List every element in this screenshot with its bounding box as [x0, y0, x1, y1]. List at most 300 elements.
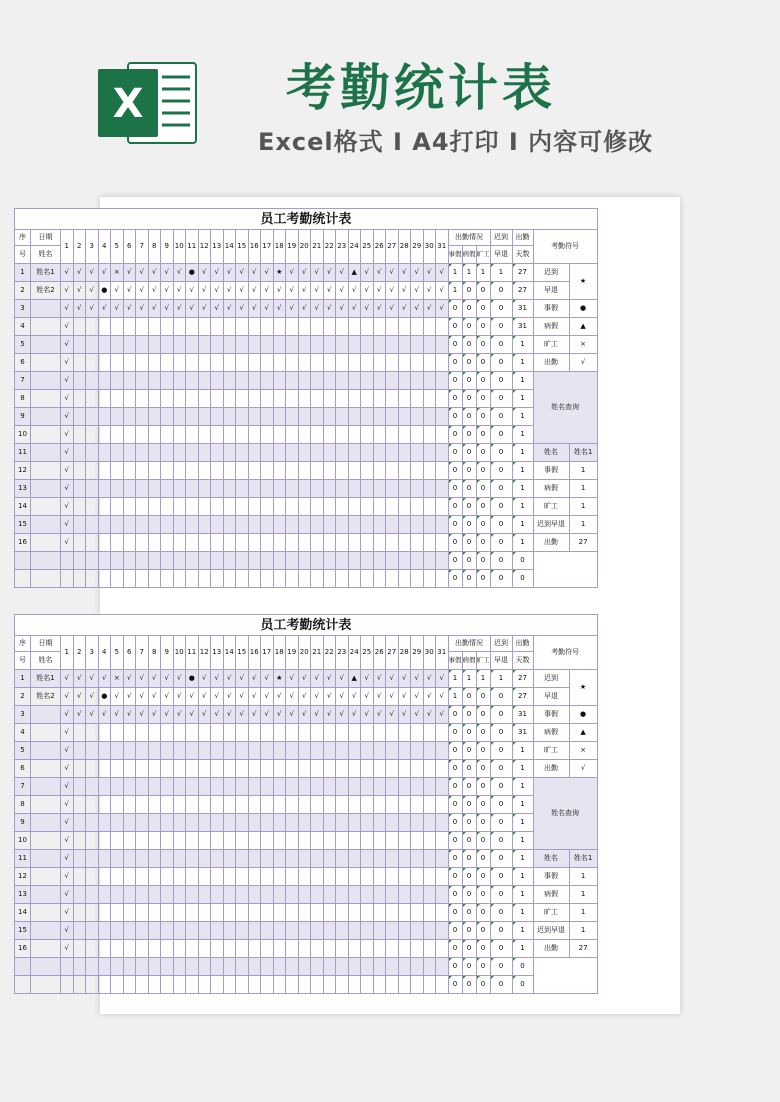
attendance-mark — [111, 480, 124, 498]
day-header: 4 — [98, 636, 111, 670]
date-header: 日期 — [31, 230, 61, 246]
table-row — [15, 742, 598, 760]
attendance-mark: √ — [136, 688, 149, 706]
attendance-mark — [373, 814, 386, 832]
attendance-mark — [348, 570, 361, 588]
table-row — [15, 868, 598, 886]
attendance-mark — [273, 318, 286, 336]
attendance-mark — [411, 940, 424, 958]
attendance-mark — [123, 552, 136, 570]
attendance-mark — [323, 886, 336, 904]
attendance-count: 0 — [448, 940, 462, 958]
attendance-mark: ★ — [273, 264, 286, 282]
attendance-mark — [373, 724, 386, 742]
attendance-mark — [386, 570, 399, 588]
attendance-mark — [186, 408, 199, 426]
attendance-mark — [348, 372, 361, 390]
day-header: 15 — [236, 230, 249, 264]
attendance-mark — [86, 426, 99, 444]
attendance-mark — [261, 832, 274, 850]
attendance-mark — [436, 408, 449, 426]
attendance-count: 1 — [512, 462, 533, 480]
attendance-mark — [123, 904, 136, 922]
day-header: 15 — [236, 636, 249, 670]
attendance-mark — [361, 778, 374, 796]
day-header: 28 — [398, 636, 411, 670]
attendance-count: 0 — [476, 498, 490, 516]
attendance-mark — [373, 462, 386, 480]
day-header: 13 — [211, 636, 224, 670]
attendance-mark — [261, 958, 274, 976]
attendance-mark — [111, 444, 124, 462]
attendance-mark — [223, 724, 236, 742]
attendance-mark — [198, 940, 211, 958]
present-symbol: √ — [569, 760, 597, 778]
attendance-mark: √ — [436, 670, 449, 688]
attendance-mark — [336, 498, 349, 516]
attendance-mark — [423, 976, 436, 994]
attendance-mark — [223, 534, 236, 552]
attendance-mark — [123, 408, 136, 426]
attendance-count: 0 — [462, 480, 476, 498]
attendance-count: 0 — [448, 814, 462, 832]
attendance-mark — [298, 796, 311, 814]
attendance-mark: √ — [236, 670, 249, 688]
attendance-mark — [248, 958, 261, 976]
attendance-mark — [248, 850, 261, 868]
attendance-mark: √ — [398, 282, 411, 300]
attendance-mark — [73, 868, 86, 886]
attendance-mark — [73, 922, 86, 940]
attendance-mark — [286, 390, 299, 408]
attendance-header: 出勤情况 — [448, 636, 490, 652]
attendance-mark — [148, 480, 161, 498]
day-header: 11 — [186, 230, 199, 264]
attendance-mark — [136, 336, 149, 354]
attendance-count: 0 — [476, 408, 490, 426]
attendance-mark: √ — [61, 832, 74, 850]
attendance-mark — [186, 832, 199, 850]
attendance-mark — [298, 336, 311, 354]
attendance-mark: √ — [173, 264, 186, 282]
attendance-mark — [298, 534, 311, 552]
sheet-title: 员工考勤统计表 — [15, 209, 598, 230]
table-row — [15, 390, 598, 408]
attendance-mark — [148, 498, 161, 516]
attendance-count: 0 — [476, 570, 490, 588]
attendance-mark — [248, 868, 261, 886]
attendance-mark — [298, 444, 311, 462]
attendance-mark — [348, 462, 361, 480]
attendance-mark — [111, 426, 124, 444]
attendance-mark: √ — [311, 300, 324, 318]
attendance-mark — [423, 552, 436, 570]
attendance-mark: √ — [148, 688, 161, 706]
attendance-mark — [298, 778, 311, 796]
empty-cell — [533, 958, 597, 994]
attendance-mark: √ — [261, 706, 274, 724]
attendance-mark — [248, 886, 261, 904]
attendance-mark: ● — [98, 282, 111, 300]
attendance-mark — [136, 498, 149, 516]
attendance-mark — [261, 940, 274, 958]
attendance-mark: √ — [123, 300, 136, 318]
table-row — [15, 724, 598, 742]
attendance-mark — [386, 886, 399, 904]
attendance-mark — [148, 354, 161, 372]
attendance-mark — [361, 516, 374, 534]
attendance-mark — [423, 498, 436, 516]
attendance-count: 0 — [462, 760, 476, 778]
attendance-mark — [223, 516, 236, 534]
attendance-mark — [198, 922, 211, 940]
attendance-count: 0 — [490, 462, 512, 480]
attendance-mark — [436, 832, 449, 850]
attendance-mark: √ — [261, 300, 274, 318]
attendance-mark: √ — [186, 706, 199, 724]
attendance-mark — [311, 480, 324, 498]
attendance-mark — [236, 976, 249, 994]
attendance-mark — [311, 426, 324, 444]
attendance-mark — [411, 958, 424, 976]
employee-name — [31, 534, 61, 552]
attendance-mark — [298, 516, 311, 534]
attendance-mark — [311, 778, 324, 796]
attendance-count: 0 — [462, 534, 476, 552]
attendance-mark — [436, 552, 449, 570]
attendance-mark — [298, 390, 311, 408]
attendance-mark — [423, 724, 436, 742]
attendance-mark — [373, 868, 386, 886]
page-subtitle: Excel格式 I A4打印 I 内容可修改 — [258, 128, 654, 156]
day-header: 7 — [136, 636, 149, 670]
attendance-mark — [348, 444, 361, 462]
attendance-mark — [423, 570, 436, 588]
row-number: 13 — [15, 886, 31, 904]
attendance-mark — [436, 354, 449, 372]
attendance-mark — [111, 354, 124, 372]
attendance-mark — [423, 372, 436, 390]
attendance-mark — [198, 516, 211, 534]
attendance-mark — [273, 976, 286, 994]
attendance-mark — [148, 832, 161, 850]
sick-symbol: ▲ — [569, 318, 597, 336]
attendance-mark — [86, 444, 99, 462]
attendance-mark — [98, 462, 111, 480]
attendance-mark: √ — [386, 670, 399, 688]
attendance-mark — [198, 354, 211, 372]
attendance-mark — [173, 318, 186, 336]
attendance-mark — [361, 534, 374, 552]
attendance-mark — [386, 850, 399, 868]
attendance-mark — [386, 498, 399, 516]
employee-name — [31, 516, 61, 534]
row-number: 7 — [15, 778, 31, 796]
attendance-mark — [73, 480, 86, 498]
attendance-mark — [398, 832, 411, 850]
attendance-mark — [398, 778, 411, 796]
attendance-mark — [136, 850, 149, 868]
attendance-mark — [198, 904, 211, 922]
attendance-mark: √ — [323, 670, 336, 688]
attendance-mark — [298, 958, 311, 976]
attendance-count: 0 — [476, 426, 490, 444]
attendance-mark — [73, 534, 86, 552]
attendance-mark — [386, 336, 399, 354]
day-header: 26 — [373, 636, 386, 670]
attendance-mark — [236, 958, 249, 976]
attendance-mark — [361, 814, 374, 832]
attendance-mark — [398, 742, 411, 760]
attendance-mark — [386, 814, 399, 832]
row-number: 5 — [15, 336, 31, 354]
attendance-mark — [98, 372, 111, 390]
attendance-mark — [148, 426, 161, 444]
attendance-mark — [311, 850, 324, 868]
attendance-mark — [148, 976, 161, 994]
attendance-mark: √ — [336, 670, 349, 688]
attendance-mark — [336, 814, 349, 832]
attendance-mark — [211, 354, 224, 372]
attendance-mark — [386, 940, 399, 958]
table-row — [15, 282, 598, 300]
attendance-count: 0 — [462, 408, 476, 426]
attendance-mark — [73, 570, 86, 588]
attendance-mark — [173, 922, 186, 940]
attendance-count: 0 — [448, 958, 462, 976]
attendance-mark — [73, 886, 86, 904]
attendance-mark — [248, 426, 261, 444]
attendance-mark — [86, 516, 99, 534]
attendance-mark: √ — [336, 264, 349, 282]
attendance-mark — [223, 408, 236, 426]
attendance-mark — [86, 922, 99, 940]
attendance-mark — [98, 868, 111, 886]
attendance-mark — [361, 480, 374, 498]
attendance-mark: √ — [161, 706, 174, 724]
attendance-mark — [98, 336, 111, 354]
row-number: 15 — [15, 516, 31, 534]
day-header: 29 — [411, 636, 424, 670]
table-row — [15, 480, 598, 498]
attendance-mark: √ — [173, 282, 186, 300]
attendance-mark: √ — [236, 282, 249, 300]
attendance-count: 0 — [476, 832, 490, 850]
attendance-count: 0 — [476, 390, 490, 408]
attendance-mark — [348, 354, 361, 372]
attendance-mark — [73, 318, 86, 336]
row-number — [15, 958, 31, 976]
attendance-mark: √ — [148, 264, 161, 282]
attendance-mark: √ — [398, 264, 411, 282]
attendance-mark — [198, 534, 211, 552]
attendance-mark — [336, 940, 349, 958]
attendance-mark — [173, 832, 186, 850]
attendance-count: 0 — [462, 814, 476, 832]
attendance-mark: √ — [273, 282, 286, 300]
attendance-mark — [436, 372, 449, 390]
row-number: 10 — [15, 832, 31, 850]
attendance-count: 0 — [490, 498, 512, 516]
attendance-mark — [423, 426, 436, 444]
attendance-count: 0 — [512, 976, 533, 994]
attendance-mark — [186, 516, 199, 534]
attendance-mark — [398, 760, 411, 778]
day-header: 10 — [173, 230, 186, 264]
table-row — [15, 534, 598, 552]
attendance-mark — [323, 516, 336, 534]
attendance-mark: ▲ — [348, 264, 361, 282]
attendance-mark: √ — [98, 264, 111, 282]
attendance-mark: √ — [73, 670, 86, 688]
attendance-mark — [336, 318, 349, 336]
attendance-mark — [411, 408, 424, 426]
attendance-mark — [236, 760, 249, 778]
count-header: 旷工 — [476, 652, 490, 670]
attendance-mark: ▲ — [348, 670, 361, 688]
attendance-mark — [273, 498, 286, 516]
attendance-mark — [86, 480, 99, 498]
attendance-mark: √ — [386, 264, 399, 282]
attendance-mark — [186, 760, 199, 778]
attendance-mark — [173, 724, 186, 742]
attendance-mark: √ — [286, 688, 299, 706]
attendance-count: 0 — [490, 534, 512, 552]
attendance-mark — [348, 760, 361, 778]
query-label: 病假 — [533, 886, 569, 904]
seq-header: 序 — [15, 636, 31, 652]
attendance-mark: √ — [98, 300, 111, 318]
attendance-mark — [373, 958, 386, 976]
attendance-mark: √ — [411, 706, 424, 724]
attendance-mark — [136, 796, 149, 814]
attendance-count: 0 — [462, 904, 476, 922]
attendance-mark — [361, 832, 374, 850]
row-number: 3 — [15, 706, 31, 724]
attendance-mark — [323, 426, 336, 444]
attendance-mark: √ — [248, 264, 261, 282]
attendance-count: 0 — [490, 724, 512, 742]
attendance-mark — [261, 354, 274, 372]
attendance-mark — [236, 318, 249, 336]
late-symbol: ★ — [569, 264, 597, 300]
attendance-mark: √ — [161, 670, 174, 688]
attendance-mark — [211, 552, 224, 570]
attendance-mark — [223, 886, 236, 904]
attendance-mark — [323, 796, 336, 814]
attendance-mark: √ — [436, 706, 449, 724]
header-row — [15, 636, 598, 652]
attendance-count: 0 — [462, 706, 476, 724]
attendance-mark — [136, 760, 149, 778]
attendance-mark — [148, 336, 161, 354]
attendance-mark: √ — [223, 670, 236, 688]
table-row — [15, 760, 598, 778]
attendance-mark — [236, 390, 249, 408]
attendance-count: 0 — [462, 552, 476, 570]
attendance-count: 0 — [448, 300, 462, 318]
attendance-mark — [211, 796, 224, 814]
attendance-mark — [111, 904, 124, 922]
attendance-mark: √ — [423, 264, 436, 282]
attendance-mark — [123, 444, 136, 462]
attendance-mark: √ — [61, 796, 74, 814]
attendance-mark — [111, 832, 124, 850]
employee-name — [31, 390, 61, 408]
attendance-mark — [273, 552, 286, 570]
absent-symbol: × — [569, 336, 597, 354]
day-header: 25 — [361, 230, 374, 264]
employee-name — [31, 958, 61, 976]
attendance-mark — [211, 408, 224, 426]
attendance-mark — [248, 940, 261, 958]
query-value: 1 — [569, 462, 597, 480]
attendance-count: 1 — [512, 354, 533, 372]
day-header: 8 — [148, 230, 161, 264]
attendance-mark — [336, 408, 349, 426]
attendance-mark — [148, 796, 161, 814]
attendance-mark — [173, 976, 186, 994]
attendance-mark: √ — [186, 688, 199, 706]
attendance-mark — [248, 516, 261, 534]
attendance-mark — [423, 354, 436, 372]
attendance-mark — [423, 832, 436, 850]
attendance-mark — [386, 778, 399, 796]
attendance-count: 1 — [462, 264, 476, 282]
attendance-count: 0 — [462, 778, 476, 796]
attendance-mark — [436, 724, 449, 742]
attendance-mark: √ — [61, 940, 74, 958]
attendance-mark: √ — [398, 706, 411, 724]
attendance-mark — [211, 832, 224, 850]
attendance-mark — [361, 354, 374, 372]
employee-name — [31, 300, 61, 318]
attendance-mark — [86, 354, 99, 372]
attendance-mark — [86, 778, 99, 796]
attendance-mark — [136, 444, 149, 462]
day-header: 28 — [398, 230, 411, 264]
attendance-mark — [286, 462, 299, 480]
attendance-mark: √ — [298, 706, 311, 724]
day-header: 16 — [248, 636, 261, 670]
attendance-mark — [323, 832, 336, 850]
row-number: 10 — [15, 426, 31, 444]
attendance-mark — [436, 444, 449, 462]
attendance-mark — [311, 570, 324, 588]
attendance-mark: √ — [273, 688, 286, 706]
attendance-count: 1 — [448, 688, 462, 706]
employee-name — [31, 796, 61, 814]
query-label: 旷工 — [533, 498, 569, 516]
query-label: 出勤 — [533, 940, 569, 958]
attendance-count: 0 — [490, 372, 512, 390]
count-header: 事假 — [448, 652, 462, 670]
attendance-mark: √ — [198, 264, 211, 282]
attendance-mark — [323, 940, 336, 958]
attendance-mark — [223, 462, 236, 480]
attendance-mark: √ — [323, 300, 336, 318]
attendance-mark: √ — [361, 282, 374, 300]
attendance-count: 0 — [462, 462, 476, 480]
attendance-mark — [336, 850, 349, 868]
attendance-mark — [123, 570, 136, 588]
attendance-mark — [261, 570, 274, 588]
attendance-mark — [223, 498, 236, 516]
attendance-count: 0 — [476, 940, 490, 958]
attendance-mark — [386, 408, 399, 426]
day-header: 21 — [311, 636, 324, 670]
attendance-mark — [111, 372, 124, 390]
